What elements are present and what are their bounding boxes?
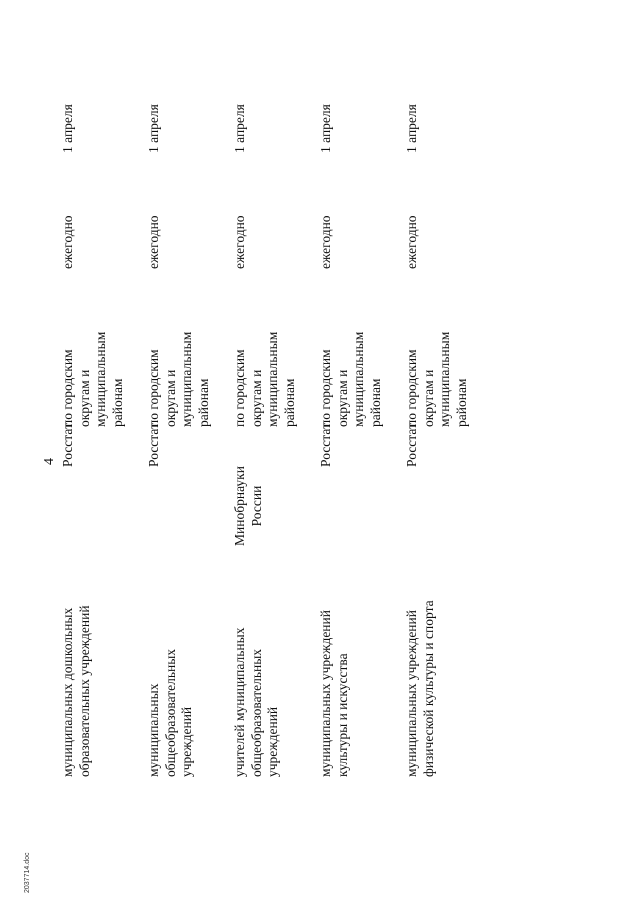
table-row-2-deadline: 1 апреля xyxy=(146,104,161,153)
table-row-3-frequency: ежегодно xyxy=(232,215,247,269)
table-row-1-deadline: 1 апреля xyxy=(60,104,75,153)
table-row-1-frequency: ежегодно xyxy=(60,215,75,269)
table-row-4-deadline: 1 апреля xyxy=(318,104,333,153)
table-row-1-level: по городским округам и муниципальным районам xyxy=(60,331,125,427)
table-row-3-source: Минобрнауки России xyxy=(232,466,264,546)
table-row-2-frequency: ежегодно xyxy=(146,215,161,269)
table-row-2-source: Росстат xyxy=(146,423,161,467)
page-number: 4 xyxy=(42,458,57,465)
table-row-5-level: по городским округам и муниципальным районам xyxy=(404,331,469,427)
table-row-5-frequency: ежегодно xyxy=(404,215,419,269)
table-row-4-level: по городским округам и муниципальным районам xyxy=(318,331,383,427)
table-row-3-deadline: 1 апреля xyxy=(232,104,247,153)
table-row-1-source: Росстат xyxy=(60,423,75,467)
table-row-3-level: по городским округам и муниципальным районам xyxy=(232,331,297,427)
table-row-5-deadline: 1 апреля xyxy=(404,104,419,153)
table-row-3-indicator: учителей муниципальных общеобразовательных учреждений xyxy=(232,627,280,777)
table-row-2-indicator: муниципальных общеобразовательных учреждений xyxy=(146,648,194,777)
table-row-2-level: по городским округам и муниципальным районам xyxy=(146,331,211,427)
table-row-5-indicator: муниципальных учреждений физической культуры и спорта xyxy=(404,600,436,777)
table-row-5-source: Росстат xyxy=(404,423,419,467)
table-row-4-source: Росстат xyxy=(318,423,333,467)
table-row-4-frequency: ежегодно xyxy=(318,215,333,269)
table-row-1-indicator: муниципальных дошкольных образовательных учреждений xyxy=(60,605,92,777)
file-name-footer: 2037714.doc xyxy=(24,852,31,893)
table-row-4-indicator: муниципальных учреждений культуры и искусства xyxy=(318,610,350,777)
